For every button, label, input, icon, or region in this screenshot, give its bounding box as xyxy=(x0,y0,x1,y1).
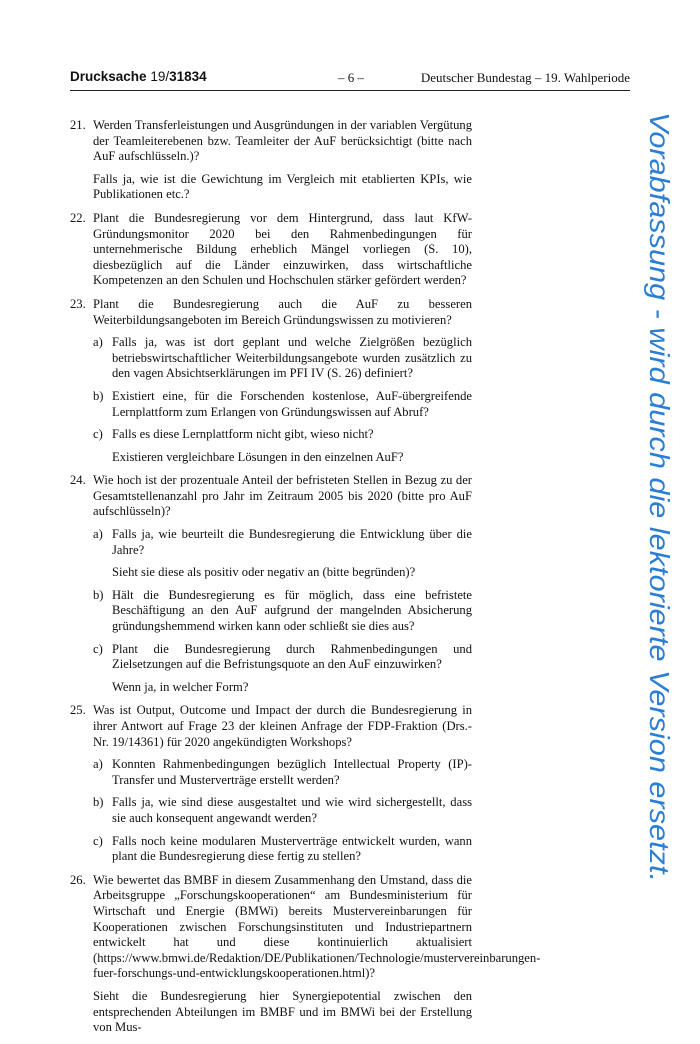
subquestion-label: c) xyxy=(93,833,103,848)
question-followup: Sieht die Bundesregierung hier Synergiepotential zwischen den entsprechenden Abteilungen im BMBF und im BMWi bei der Erstellung von Mus- xyxy=(93,988,472,1035)
subquestion-label: b) xyxy=(93,388,104,403)
subquestion-b xyxy=(93,389,472,420)
question-number: 21. xyxy=(70,118,86,132)
publisher: Deutscher Bundestag – 19. Wahlperiode xyxy=(420,70,630,85)
page-header xyxy=(70,69,630,89)
subquestion-label: a) xyxy=(93,527,103,542)
question-number: 22. xyxy=(70,210,86,225)
subquestion-label: a) xyxy=(93,335,103,350)
subquestion-followup: Existieren vergleichbare Lösungen in den einzelnen AuF? xyxy=(112,449,404,464)
subquestion-followup: Wenn ja, in welcher Form? xyxy=(112,679,249,694)
subquestion-a xyxy=(93,527,472,581)
question-number: 23. xyxy=(70,296,86,311)
question-25 xyxy=(70,703,472,864)
subquestion-text: Falls noch keine modularen Musterverträge entwickelt wurden, wann plant die Bundesregierung diese fertig zu stellen? xyxy=(112,833,472,864)
question-number: 26. xyxy=(70,872,86,887)
subquestion-label: a) xyxy=(93,757,103,772)
question-24 xyxy=(70,473,472,695)
subquestion-text: Falls es diese Lernplattform nicht gibt, wieso nicht? xyxy=(112,427,374,442)
subquestion-label: b) xyxy=(93,795,104,810)
subquestion-label: b) xyxy=(93,587,104,602)
subquestion-followup: Sieht sie diese als positiv oder negativ an (bitte begründen)? xyxy=(112,565,416,580)
watermark xyxy=(640,112,682,882)
question-number: 25. xyxy=(70,703,86,718)
question-number: 24. xyxy=(70,473,86,488)
header-rule xyxy=(70,90,630,91)
subquestion-c xyxy=(93,642,472,696)
subquestion-text: Falls ja, wie beurteilt die Bundesregierung die Entwicklung über die Jahre? xyxy=(112,527,472,557)
subquestion-label: c) xyxy=(93,427,103,442)
subquestion-text: Existiert eine, für die Forschenden kostenlose, AuF-übergreifende Lernplattform zum Erlangen von Gründungswissen auf Abruf? xyxy=(112,388,472,419)
subquestion-a xyxy=(93,757,472,788)
question-23 xyxy=(70,297,472,465)
question-text: Wie hoch ist der prozentuale Anteil der befristeten Stellen in Bezug zu der Gesamtstellenanzahl pro Jahr im Zeitraum 2005 bis 2020 (bitte pro AuF aufschlüsseln)? xyxy=(93,473,472,519)
question-text: Werden Transferleistungen und Ausgründungen in der variablen Vergütung der Teamleiterebenen bzw. Teamleiter der AuF berücksichtigt (bitte nach AuF aufschlüsseln.)? xyxy=(93,118,472,164)
question-22 xyxy=(70,211,472,289)
question-text: Was ist Output, Outcome und Impact der durch die Bundesregierung in ihrer Antwort auf Frage 23 der kleinen Anfrage der FDP-Fraktion (Drs.-Nr. 19/14361) für 2020 angekündigten Workshops? xyxy=(93,703,472,749)
subquestion-b xyxy=(93,588,472,635)
subquestion-text: Falls ja, was ist dort geplant und welche Zielgrößen bezüglich betriebswirtschaftlicher Weiterbildungsangebote wurden zusätzlich zu den vagen Absichtserklärungen im PFI IV (S. 26) definiert? xyxy=(112,335,472,381)
document-label: Drucksache xyxy=(70,69,147,84)
subquestion-c xyxy=(93,427,472,465)
document-number-value: 31834 xyxy=(169,69,207,84)
document-number-prefix: 19/ xyxy=(150,69,170,84)
question-text: Wie bewertet das BMBF in diesem Zusammenhang den Umstand, dass die Arbeitsgruppe „Forschungskooperationen“ am Bundesministerium für Wirtschaft und Energie (BMWi) bereits Mustervereinbarungen für Kooperationen zwischen Forschungsinstituten und Industriepartnern entwickelt hat und diese kontinuierlich aktualisiert (https://www.bmwi.de/Redaktion/DE/Publikationen/Technologie/mustervereinbarungen-fuer-forschungs-und-entwicklungskooperationen.html)? xyxy=(93,872,541,981)
subquestion-b xyxy=(93,795,472,826)
subquestion-text: Plant die Bundesregierung durch Rahmenbedingungen und Zielsetzungen auf die Befristungsquote an den AuF einzuwirken? xyxy=(112,641,472,672)
subquestion-label: c) xyxy=(93,641,103,656)
question-followup: Falls ja, wie ist die Gewichtung im Vergleich mit etablierten KPIs, wie Publikationen etc.? xyxy=(93,171,472,202)
subquestion-text: Hält die Bundesregierung es für möglich, dass eine befristete Beschäftigung an den AuF aufgrund der mangelnden Absicherung gründungshemmend wirken kann oder schließt sie dies aus? xyxy=(112,587,472,634)
subquestion-c xyxy=(93,834,472,865)
question-list xyxy=(70,118,541,1044)
question-text: Plant die Bundesregierung auch die AuF zu besseren Weiterbildungsangeboten im Bereich Gründungswissen zu motivieren? xyxy=(93,296,472,327)
page-number: – 6 – xyxy=(338,70,364,85)
subquestion-text: Konnten Rahmenbedingungen bezüglich Intellectual Property (IP)-Transfer und Musterverträge erstellt werden? xyxy=(112,757,472,787)
watermark-text: Vorabfassung - wird durch die lektorierte Version ersetzt. xyxy=(644,112,675,815)
subquestion-text: Falls ja, wie sind diese ausgestaltet und wie wird sichergestellt, dass sie auch konsequent angewandt werden? xyxy=(112,795,472,825)
question-21 xyxy=(70,118,472,203)
subquestion-a xyxy=(93,335,472,382)
question-text: Plant die Bundesregierung vor dem Hintergrund, dass laut KfW-Gründungsmonitor 2020 bei den Rahmenbedingungen für unternehmerische Bildung erheblich Mängel vorliegen (S. 10), diesbezüglich auf die Länder einzuwirken, dass wirtschaftliche Kompetenzen an den Schulen und Hochschulen stärker gefördert werden? xyxy=(93,210,472,288)
question-26 xyxy=(70,872,541,1036)
document-number xyxy=(70,69,207,84)
